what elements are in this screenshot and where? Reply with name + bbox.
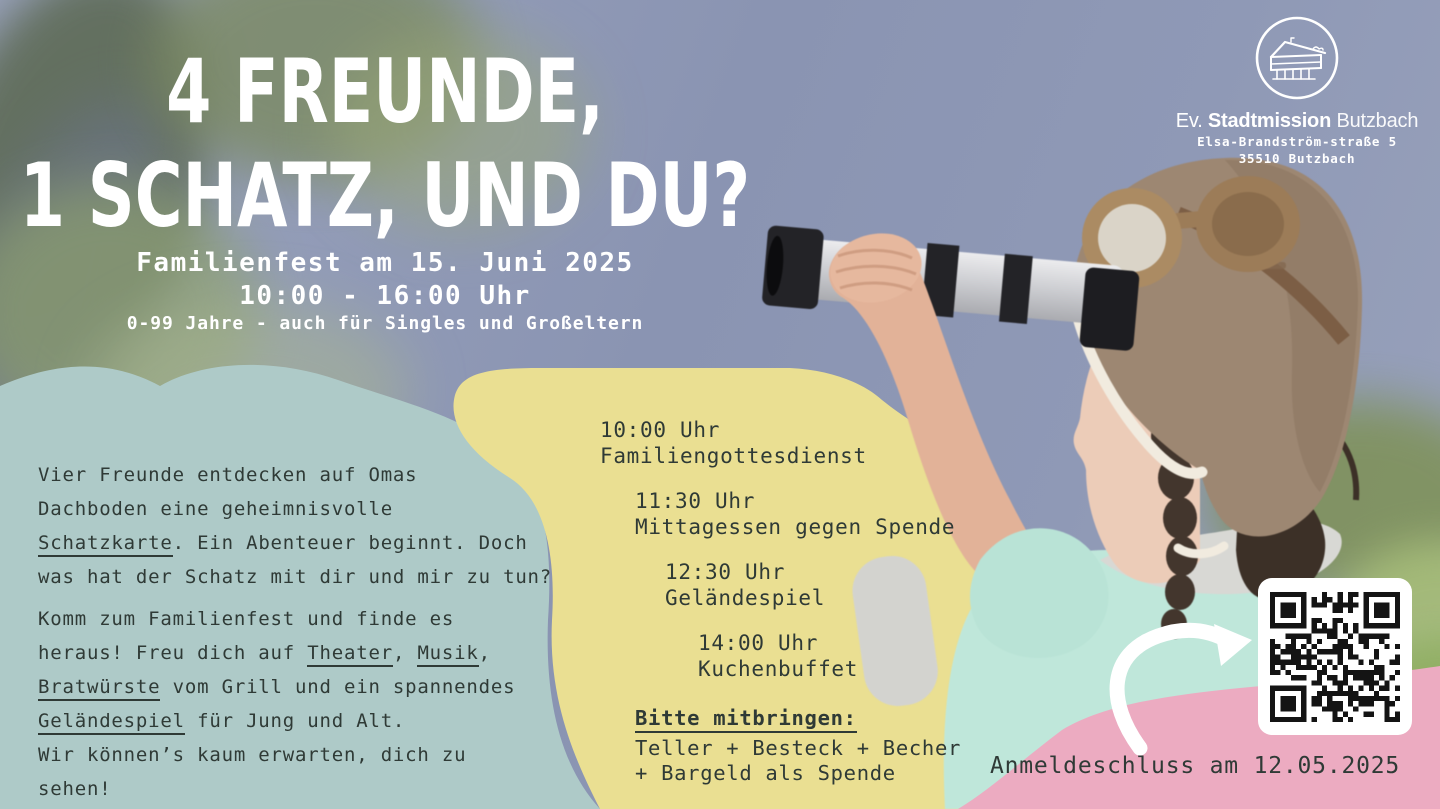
event-subtitle	[85, 247, 685, 335]
event-audience: 0-99 Jahre - auch für Singles und Großeltern	[126, 313, 644, 334]
schedule-time: 11:30 Uhr	[635, 489, 756, 513]
schedule-label: Kuchenbuffet	[698, 657, 859, 681]
bring-block	[635, 705, 995, 785]
organizer-block	[1154, 12, 1440, 167]
title-line1: 4 FREUNDE,	[166, 40, 604, 143]
registration-deadline: Anmeldeschluss am 12.05.2025	[989, 753, 1401, 779]
title-line2: 1 SCHATZ, UND DU?	[19, 144, 751, 247]
intro-paragraph-2: Komm zum Familienfest und finde es heraus! Freu dich auf Theater, Musik, Bratwürste vom Grill und ein spannendes Geländespiel für Jung und Alt. Wir können’s kaum erwarten, dich zu sehen!	[38, 608, 516, 800]
organizer-name: Ev. Stadtmission Butzbach	[1175, 110, 1419, 132]
organizer-address-city: 35510 Butzbach	[1238, 151, 1356, 166]
schedule-time: 12:30 Uhr	[665, 560, 786, 584]
intro-paragraph-1: Vier Freunde entdecken auf Omas Dachboden eine geheimnisvolle Schatzkarte. Ein Abenteuer beginnt. Doch was hat der Schatz mit dir und mir zu tun?	[38, 464, 553, 588]
schedule-time: 10:00 Uhr	[600, 418, 721, 442]
schedule-item	[635, 488, 1020, 540]
schedule-label: Mittagessen gegen Spende	[635, 515, 956, 539]
schedule-label: Familiengottesdienst	[600, 444, 867, 468]
schedule-item	[665, 559, 1020, 611]
intro-text	[38, 458, 583, 809]
bring-heading: Bitte mitbringen:	[635, 705, 995, 732]
stadtmission-building-logo-icon	[1251, 12, 1343, 104]
event-date: Familienfest am 15. Juni 2025	[136, 248, 634, 278]
bring-line1: Teller + Besteck + Becher	[635, 736, 962, 760]
bring-line2: + Bargeld als Spende	[635, 760, 896, 785]
schedule-item	[600, 417, 1020, 469]
schedule-time: 14:00 Uhr	[698, 631, 819, 655]
poster-title	[0, 40, 770, 248]
event-time: 10:00 - 16:00 Uhr	[239, 281, 531, 311]
schedule-item	[698, 630, 1020, 682]
schedule-label: Geländespiel	[665, 586, 826, 610]
organizer-address-street: Elsa-Brandström-straße 5	[1197, 134, 1397, 149]
schedule-list	[600, 417, 1020, 701]
